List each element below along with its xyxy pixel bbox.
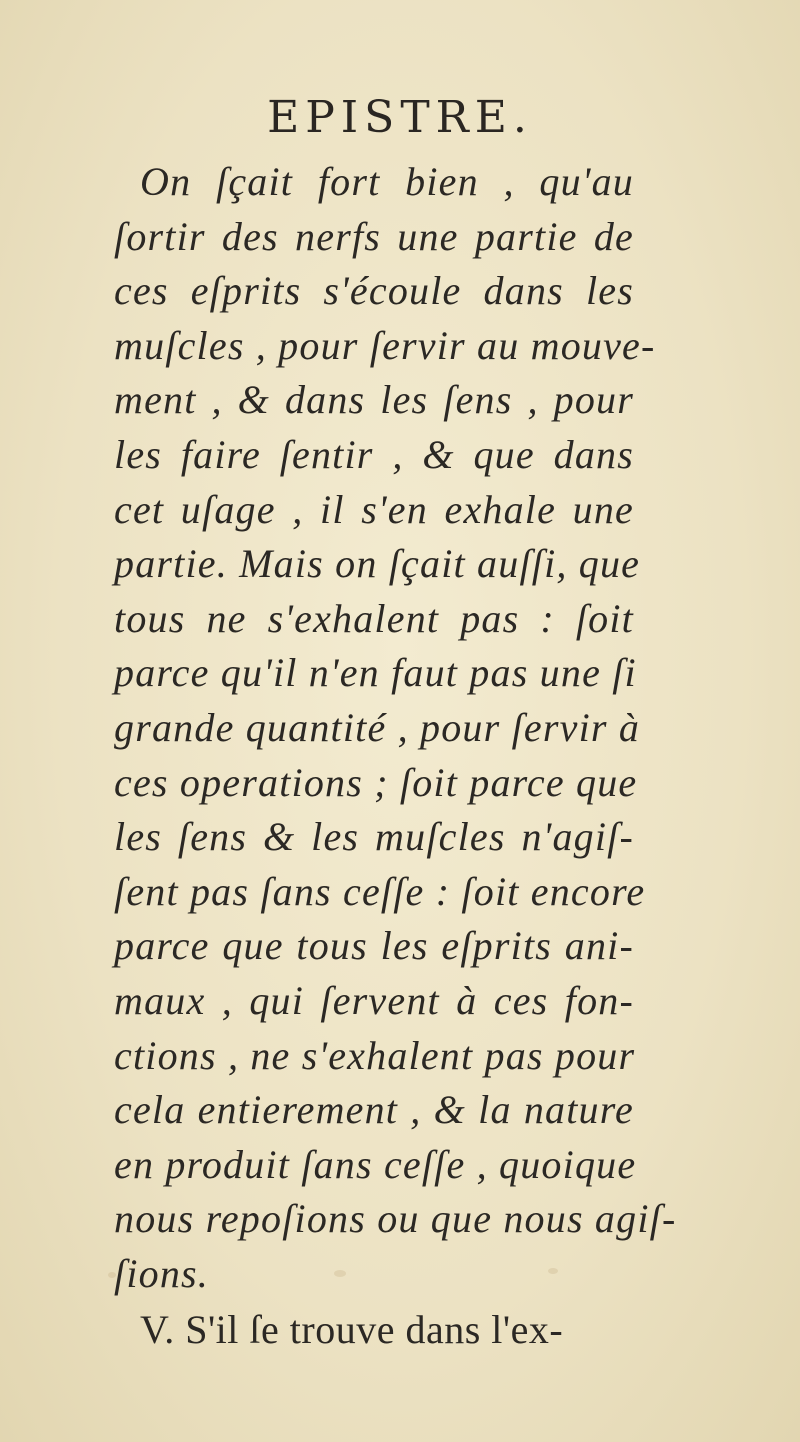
- text-line: cela entierement , & la nature: [114, 1087, 634, 1133]
- text-line: les ſens & les muſcles n'agiſ-: [114, 814, 634, 860]
- text-line: ſent pas ſans ceſſe : ſoit encore: [114, 868, 646, 914]
- text-line: ſions.: [114, 1250, 209, 1296]
- text-line: ſortir des nerfs une partie de: [114, 213, 634, 259]
- text-line: cet uſage , il s'en exhale une: [114, 486, 634, 532]
- text-line: les faire ſentir , & que dans: [114, 431, 634, 477]
- text-line: muſcles , pour ſervir au mouve-: [114, 322, 656, 368]
- text-line: ment , & dans les ſens , pour: [114, 377, 634, 423]
- page-text: [114, 155, 677, 1358]
- page-header: EPISTRE.: [267, 92, 533, 143]
- text-line: partie. Mais on ſçait auſſi, que: [114, 541, 641, 587]
- text-line: maux , qui ſervent à ces fon-: [114, 977, 634, 1023]
- text-line: ces operations ; ſoit parce que: [114, 759, 638, 805]
- text-line: grande quantité , pour ſervir à: [114, 704, 641, 750]
- next-paragraph-start: V. S'il ſe trouve dans l'ex-: [140, 1307, 564, 1353]
- text-line: tous ne s'exhalent pas : ſoit: [114, 595, 634, 641]
- text-line: parce qu'il n'en faut pas une ſi: [114, 650, 637, 696]
- text-line: parce que tous les eſprits ani-: [114, 923, 634, 969]
- text-line: nous repoſions ou que nous agiſ-: [114, 1196, 677, 1242]
- text-line: On ſçait fort bien , qu'au: [140, 159, 634, 204]
- text-line: ctions , ne s'exhalent pas pour: [114, 1032, 636, 1078]
- text-line: ces eſprits s'écoule dans les: [114, 268, 634, 314]
- text-line: en produit ſans ceſſe , quoique: [114, 1141, 637, 1187]
